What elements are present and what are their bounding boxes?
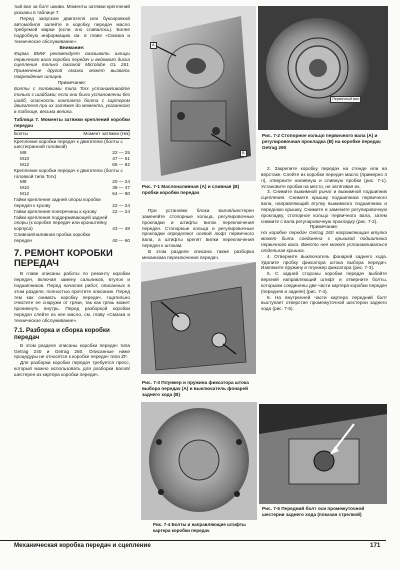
- section-title: 7. РЕМОНТ КОРОБКИ ПЕРЕДАЧ: [14, 246, 113, 268]
- paragraph: В этом разделе описана также разборка механизма переключения передач.: [142, 248, 254, 260]
- note-title: Примечание:: [57, 79, 87, 85]
- note-text: Болты с головками типа Torx устанавливайте только с шайбами; если они были установлены без шайб, опасность контакта болта с картером двигателя при их затяжке до момента, указанного в таблице, весьма велика.: [14, 85, 130, 115]
- table-row: [14, 139, 130, 151]
- subsection-title: 7.1. Разборка и сборка коробки передач: [14, 326, 110, 341]
- torque-table: [14, 139, 130, 244]
- table-cell-label: Гайки крепления поддерживающей задней опоры (к коробке передач или кронштейну корпуса): [14, 214, 108, 232]
- left-text-column: [14, 4, 130, 534]
- figure-label-b: В: [242, 151, 245, 155]
- note-title: Примечание:: [309, 224, 339, 230]
- table-cell-label: M10: [20, 156, 30, 162]
- attention-title: Внимание:: [59, 44, 85, 50]
- table-cell-value: 22 — 24: [112, 202, 130, 208]
- table-row: [14, 197, 130, 209]
- figure-7-2-caption: Рис. 7-2 Стопорное кольцо первичного вала (А) и регулировочная прокладка (В) на коробке передач Getrag 260: [262, 133, 381, 150]
- table-cell-label: M10: [20, 185, 30, 191]
- table-cell-value: 66 — 82: [112, 161, 130, 167]
- table-cell-value: 20 — 24: [112, 179, 130, 185]
- figure-7-5-photo: [259, 404, 387, 504]
- table-cell-value: 40 — 60: [112, 237, 130, 243]
- figure-7-1-photo: [141, 6, 256, 181]
- table-cell-value: 22 — 24: [112, 208, 130, 214]
- table-cell-value: 22 — 25: [112, 150, 130, 156]
- table-header-right: Момент затяжки (Нм): [83, 131, 130, 137]
- table-cell-label: Крепление коробки передач к двигателю (болты с головкой типа Torx): [14, 167, 123, 179]
- table-cell-label: Сливная/наливная пробка коробки передач: [14, 232, 91, 243]
- figure-7-5-caption: Рис. 7-5 Передний болт оси промежуточной шестерни заднего хода (показан стрелкой): [262, 506, 365, 517]
- table-cell-label: Крепление коробки передач к двигателю (болты с шестигранной головкой): [14, 138, 123, 150]
- paragraph: Перед запуском двигателя или буксировкой автомобиля залейте в коробку передач масло требуемой марки (если оно сливалось). Более подробную информацию см. в главе «Смазка и техническое обслуживание».: [14, 15, 130, 45]
- figure-label-a: А: [152, 43, 155, 47]
- table-title: Таблица 7. Моменты затяжки креплений коробки передач: [14, 117, 130, 128]
- paragraph: 2. Закрепите коробку передач на стенде или на верстаке. Слейте из коробки передач масло (примерно 4 л), отверните наливную и сливную пробки (рис. 7-1). Установите пробки на место, не затягивая их.: [261, 166, 387, 189]
- figure-7-3-photo: [141, 262, 256, 374]
- table-row: [14, 168, 130, 180]
- table-cell-label: M12: [20, 191, 30, 197]
- paragraph: В главе описаны работы по ремонту коробки передач, включая замену сальников, втулок и подшипников. Перед началом работ, описанных в этом разделе, полностью прочтите описание. Перед тем как снимать коробку передач, тщательно очистите ее снаружи от грязи, так как грязь может проникнуть внутрь. Перед разборкой коробки передач слейте из нее масло, см. главу «Смазка и техническое обслуживание».: [14, 271, 130, 323]
- table-cell-label: M8: [20, 179, 27, 185]
- table-row: [14, 232, 130, 244]
- table-cell-label: Гайки крепления поперечины к кузову: [14, 208, 97, 214]
- table-cell-label: Гайки крепления задней опоры коробки передач к кузову: [14, 197, 101, 208]
- figure-7-4-photo: [141, 402, 257, 520]
- table-cell-value: 64 — 80: [112, 191, 130, 197]
- paragraph: В этом разделе описаны коробки передач типа Getrag 240 и Getrag 260. Описанные ниже процедуры не относятся к коробке передач типа ZF.: [14, 342, 130, 360]
- table-row: [14, 215, 130, 233]
- paragraph: тый вал за болт шкива. Моменты затяжки креплений указаны в таблице 7.: [14, 4, 130, 15]
- paragraph: Для разборки коробки передач требуется пресс, который можно использовать для разборки валов/шестерен из картера коробки передач.: [14, 360, 130, 377]
- table-header: [14, 130, 130, 139]
- attention-text: Фирма BMW рекомендует смазывать шлицы первичного вала коробки передач и ведомого диска сцепления только смазкой Microlube GL 261. Применение другой смазки может вызвать повреждение шлицев.: [14, 50, 130, 80]
- note-text: На коробке передач Getrag 260 направляющая втулка может быть соединена с крышкой подшипника первичного вала. Вместо нее может устанавливаться отдельная крышка.: [261, 230, 387, 253]
- figure-7-1-caption: Рис. 7-1 Маслоналивная (А) и сливная (В) пробки коробки передач: [142, 184, 240, 195]
- paragraph: 6. На внутренней части картера передний болт выступает отверстие промежуточной шестерни заднего хода (рис. 7-5).: [261, 294, 387, 312]
- figure-7-4-caption: Рис. 7-4 Болты и направляющие штифты картера коробки передач: [153, 522, 246, 533]
- table-cell-label: M8: [20, 150, 27, 156]
- paragraph: При установке блока валов/шестерен заменяйте стопорные кольца, регулировочные прокладки и штифты вилок переключения передач. Стопорные кольца и регулировочные прокладки определяют осевой люфт первичного вала, а штифты крепят вилки переключения передач к штокам.: [142, 208, 254, 249]
- table-cell-value: 38 — 47: [112, 185, 130, 191]
- figure-label-shaft: Первичный вал: [332, 97, 360, 101]
- table-header-left: Болты: [14, 131, 28, 137]
- running-footer-title: Механическая коробка передач и сцепление: [14, 542, 151, 549]
- paragraph: 4. Отверните выключатель фонарей заднего хода. Удалите пробку фиксатора штока выбора передач. Извлеките пружину и плунжер фиксатора (рис. 7-3).: [261, 253, 387, 271]
- table-cell-value: 47 — 51: [112, 156, 130, 162]
- paragraph: 5. С задней стороны коробки передач выбейте верхний направляющий штифт и отверните болты, которыми соединены две части картера коробки передач (передняя и задняя) (рис. 7-4).: [261, 271, 387, 294]
- figure-7-2-photo: [258, 6, 388, 130]
- figure-7-3-caption: Рис. 7-3 Плунжер и пружина фиксатора штока выбора передач (А) и выключатель фонарей заднего хода (В): [142, 380, 249, 397]
- table-cell-label: M12: [20, 161, 30, 167]
- page-number: 171: [370, 542, 381, 549]
- table-cell-value: 43 — 48: [112, 226, 130, 232]
- paragraph: 3. Снимите выжимной рычаг и выжимной подшипник сцепления. Снимите крышку подшипника первичного вала, направляющий втулку выжимного подшипника и переднюю крышку. Снимите и замените регулировочную прокладку, стопорное кольцо первичного вала, затем снимите с вала регулировочную прокладку (рис. 7-2).: [261, 189, 387, 224]
